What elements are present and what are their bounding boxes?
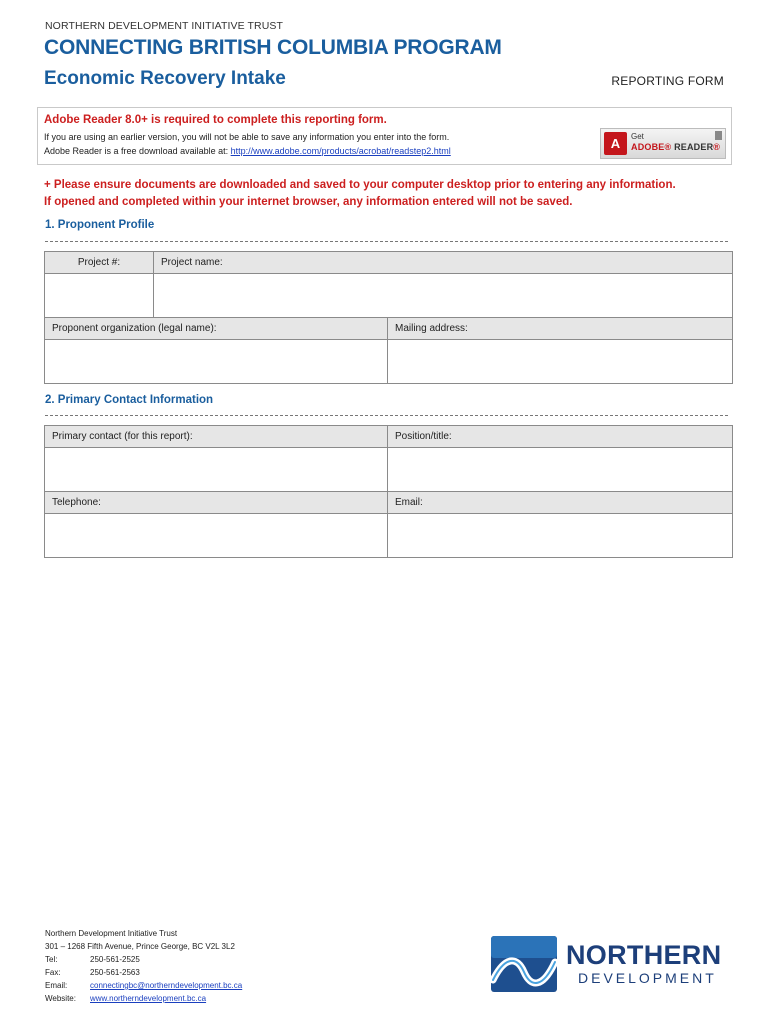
footer-website: [45, 992, 242, 1005]
get-adobe-reader-button[interactable]: [600, 128, 726, 159]
adobe-notice-box: [37, 107, 732, 165]
footer-fax-label: Fax:: [45, 968, 61, 977]
save-warning: [44, 177, 676, 210]
footer-contact-block: [45, 927, 242, 1005]
email-field[interactable]: [388, 514, 733, 558]
program-title: CONNECTING BRITISH COLUMBIA PROGRAM: [44, 36, 502, 59]
warning-line-2: If opened and completed within your internet browser, any information entered will not be saved.: [44, 195, 573, 208]
notice-line-2-prefix: Adobe Reader is a free download available at:: [44, 146, 231, 156]
organization-field[interactable]: [45, 340, 388, 384]
footer-fax-value: 250-561-2563: [90, 968, 140, 977]
section-2-divider: [45, 415, 728, 416]
organization-name: NORTHERN DEVELOPMENT INITIATIVE TRUST: [45, 20, 284, 32]
notice-line-1: If you are using an earlier version, you will not be able to save any information you enter into the form.: [44, 132, 450, 142]
primary-contact-label: Primary contact (for this report):: [45, 426, 388, 448]
telephone-field[interactable]: [45, 514, 388, 558]
badge-brand-label: ADOBE® READER®: [631, 142, 721, 152]
form-type-label: REPORTING FORM: [611, 74, 724, 88]
mailing-address-field[interactable]: [388, 340, 733, 384]
footer-email: [45, 979, 242, 992]
organization-label: Proponent organization (legal name):: [45, 318, 388, 340]
adobe-reader-icon: A: [604, 132, 627, 155]
section-1-divider: [45, 241, 728, 242]
notice-line-2: [44, 146, 451, 156]
logo-northern-text: NORTHERN: [566, 940, 722, 970]
footer-org: Northern Development Initiative Trust: [45, 929, 178, 938]
project-number-label: Project #:: [45, 252, 154, 274]
project-number-field[interactable]: [45, 274, 154, 318]
logo-development-text: DEVELOPMENT: [578, 970, 717, 986]
section-2-title: 2. Primary Contact Information: [45, 394, 214, 406]
footer-email-link[interactable]: connectingbc@northerndevelopment.bc.ca: [90, 981, 243, 990]
footer-tel-value: 250-561-2525: [90, 955, 140, 964]
badge-adobe: ADOBE: [631, 142, 665, 152]
section-1-title: 1. Proponent Profile: [45, 219, 155, 231]
primary-contact-table: [44, 425, 733, 558]
footer-tel: [45, 953, 242, 966]
download-icon: [715, 131, 722, 140]
telephone-label: Telephone:: [45, 492, 388, 514]
notice-heading: Adobe Reader 8.0+ is required to complete this reporting form.: [44, 114, 387, 126]
northern-development-logo-icon: [491, 936, 557, 992]
position-title-label: Position/title:: [388, 426, 733, 448]
badge-reader: READER: [674, 142, 714, 152]
project-name-field[interactable]: [154, 274, 733, 318]
footer-fax: [45, 966, 242, 979]
adobe-download-link[interactable]: http://www.adobe.com/products/acrobat/readstep2.html: [230, 146, 451, 156]
project-name-label: Project name:: [154, 252, 733, 274]
proponent-profile-table: [44, 251, 733, 384]
badge-get-label: Get: [631, 132, 644, 141]
warning-line-1: + Please ensure documents are downloaded and saved to your computer desktop prior to entering any information.: [44, 179, 676, 191]
footer-website-link[interactable]: www.northerndevelopment.bc.ca: [90, 994, 207, 1003]
footer-email-label: Email:: [45, 981, 68, 990]
primary-contact-field[interactable]: [45, 448, 388, 492]
position-title-field[interactable]: [388, 448, 733, 492]
footer-tel-label: Tel:: [45, 955, 58, 964]
email-label: Email:: [388, 492, 733, 514]
footer-address: 301 – 1268 Fifth Avenue, Prince George, BC V2L 3L2: [45, 942, 235, 951]
intake-subtitle: Economic Recovery Intake: [44, 68, 286, 89]
mailing-address-label: Mailing address:: [388, 318, 733, 340]
footer-website-label: Website:: [45, 994, 76, 1003]
